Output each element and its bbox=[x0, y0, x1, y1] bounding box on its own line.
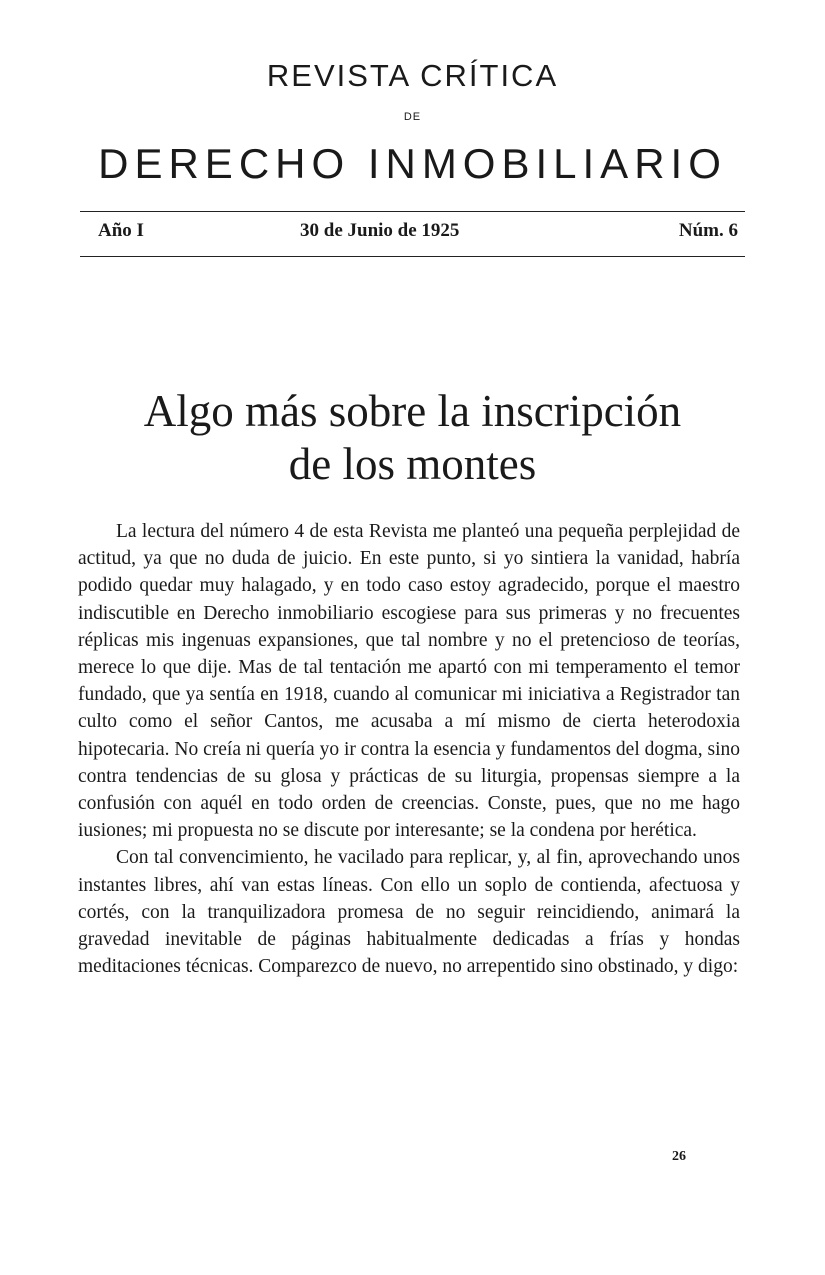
issue-number: Núm. 6 bbox=[678, 220, 738, 241]
journal-subtitle: DERECHO INMOBILIARIO bbox=[98, 140, 727, 187]
article-title bbox=[0, 385, 825, 491]
issue-date: 30 de Junio de 1925 bbox=[300, 220, 460, 241]
article-title-line: Algo más sobre la inscripción bbox=[143, 386, 682, 436]
paragraph: Con tal convencimiento, he vacilado para replicar, y, al fin, aprovechando unos instantes libres, ahí van estas líneas. Con ello un soplo de contienda, afectuosa y cortés, con la tranquilizadora promesa de no seguir reincidiendo, animará la gravedad inevitable de páginas habitualmente dedicadas a frías y hondas meditaciones técnicas. Comparezco de nuevo, no arrepentido sino obstinado, y digo: bbox=[78, 847, 740, 978]
header-rule-bottom bbox=[80, 256, 745, 257]
page-number: 26 bbox=[672, 1149, 686, 1164]
article-title-line: de los montes bbox=[288, 439, 537, 489]
article-body bbox=[78, 518, 740, 980]
journal-title: REVISTA CRÍTICA bbox=[266, 58, 559, 93]
paragraph: La lectura del número 4 de esta Revista me planteó una pequeña perplejidad de actitud, ya que no duda de juicio. En este punto, si yo sintiera la vanidad, habría podido quedar muy halagado, y en todo caso estoy agradecido, porque el maestro indiscutible en Derecho inmobiliario escogiese para sus primeras y no frecuentes réplicas mis ingenuas expansiones, que tal nombre y no el pretencioso de teorías, merece lo que dije. Mas de tal tentación me apartó con mi temperamento el temor fundado, que ya sentía en 1918, cuando al comunicar mi iniciativa a Registrador tan culto como el señor Cantos, me acusaba a mí mismo de cierta heterodoxia hipotecaria. No creía ni quería yo ir contra la esencia y fundamentos del dogma, sino contra tendencias de su glosa y prácticas de su liturgia, propensas siempre a la confusión con aquél en todo orden de creencias. Conste, pues, que no me hago iusiones; mi propuesta no se discute por interesante; se la condena por herética. bbox=[78, 521, 740, 842]
header-rule-top bbox=[80, 211, 745, 212]
issue-info bbox=[98, 220, 738, 248]
issue-year: Año I bbox=[98, 220, 144, 241]
journal-title-connector: DE bbox=[403, 111, 422, 123]
